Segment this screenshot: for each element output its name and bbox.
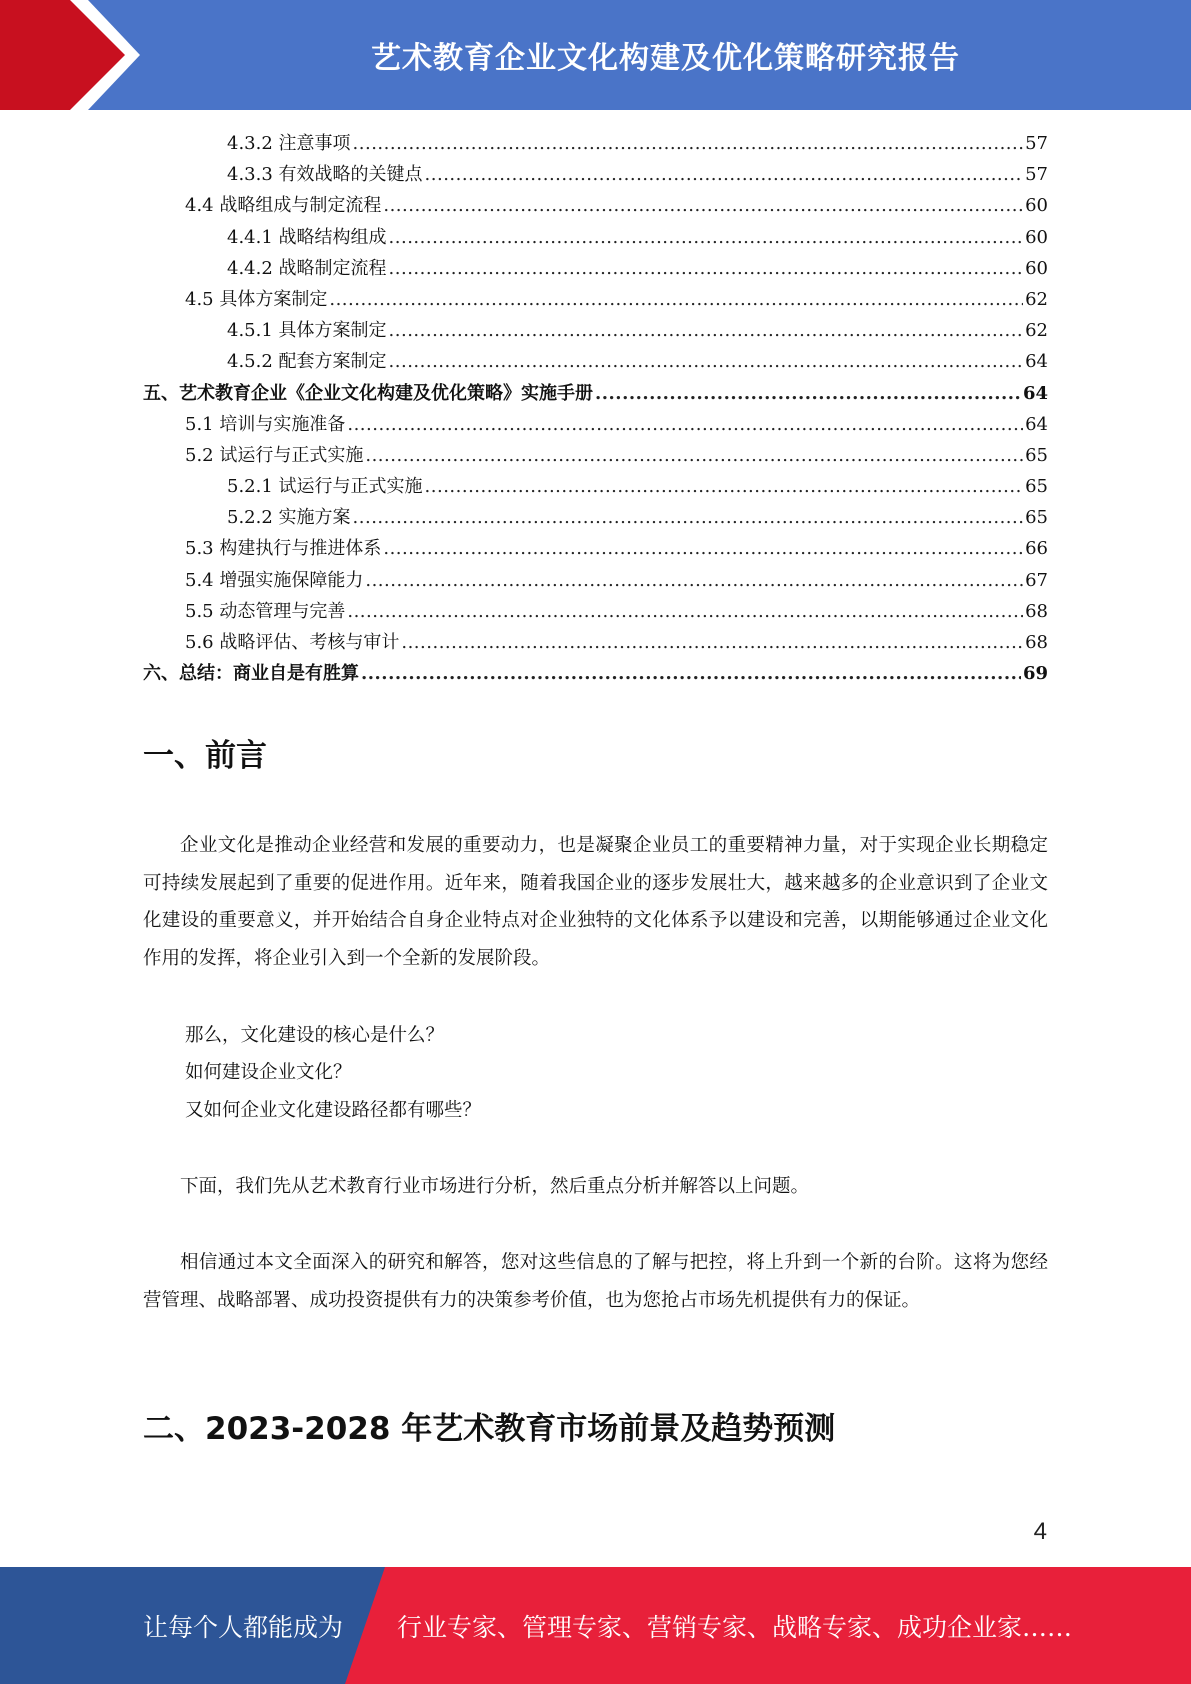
toc-entry-label: 4.3.2 注意事项 xyxy=(227,133,351,154)
preface-paragraph-3: 相信通过本文全面深入的研究和解答，您对这些信息的了解与把控，将上升到一个新的台阶。这将为您经营管理、战略部署、成功投资提供有力的决策参考价值，也为您抢占市场先机提供有力的保证。 xyxy=(143,1252,1048,1311)
toc-entry[interactable] xyxy=(143,190,1048,221)
toc-entry-page: 68 xyxy=(1025,600,1048,622)
toc-entry-label: 4.3.3 有效战略的关键点 xyxy=(227,164,423,186)
toc-entry[interactable] xyxy=(143,471,1048,502)
toc-leader-dots xyxy=(353,128,1024,159)
toc-entry-label: 5.6 战略评估、考核与审计 xyxy=(185,632,400,653)
toc-leader-dots xyxy=(365,440,1023,471)
toc-entry[interactable] xyxy=(143,502,1048,533)
footer-slogan-right: 行业专家、管理专家、营销专家、战略专家、成功企业家…… xyxy=(397,1612,1073,1642)
toc-entry-page: 64 xyxy=(1025,413,1048,435)
toc-entry-page: 69 xyxy=(1022,663,1048,685)
toc-leader-dots xyxy=(383,533,1023,564)
toc-entry-label: 六、总结：商业自是有胜算 xyxy=(143,663,359,685)
toc-entry-label: 4.4.1 战略结构组成 xyxy=(227,226,387,248)
toc-entry-page: 57 xyxy=(1025,164,1048,186)
toc-entry-label: 4.4.2 战略制定流程 xyxy=(227,257,387,279)
toc-entry-label: 5.5 动态管理与完善 xyxy=(185,600,346,622)
toc-leader-dots xyxy=(383,190,1023,221)
toc-entry[interactable] xyxy=(143,533,1048,564)
report-title: 艺术教育企业文化构建及优化策略研究报告 xyxy=(371,41,960,76)
preface-paragraph-1: 企业文化是推动企业经营和发展的重要动力，也是凝聚企业员工的重要精神力量，对于实现企业长期稳定可持续发展起到了重要的促进作用。近年来，随着我国企业的逐步发展壮大，越来越多的企业意识到了企业文化建设的重要意义，并开始结合自身企业特点对企业独特的文化体系予以建设和完善，以期能够通过企业文化作用的发挥，将企业引入到一个全新的发展阶段。 xyxy=(143,835,1048,969)
toc-leader-dots xyxy=(347,596,1023,627)
toc-entry[interactable] xyxy=(143,284,1048,315)
toc-entry-page: 62 xyxy=(1025,288,1048,310)
toc-entry-label: 5.2.1 试运行与正式实施 xyxy=(227,476,423,498)
toc-entry-page: 65 xyxy=(1025,444,1048,466)
toc-entry-label: 4.5.1 具体方案制定 xyxy=(227,320,387,342)
toc-leader-dots xyxy=(389,315,1024,346)
toc-entry[interactable] xyxy=(143,222,1048,253)
table-of-contents xyxy=(143,128,1048,689)
toc-leader-dots xyxy=(401,627,1023,658)
toc-leader-dots xyxy=(361,658,1021,689)
toc-entry[interactable] xyxy=(143,440,1048,471)
toc-entry[interactable] xyxy=(143,315,1048,346)
toc-leader-dots xyxy=(595,378,1021,409)
question-3: 又如何企业文化建设路径都有哪些？ xyxy=(185,1100,482,1121)
toc-leader-dots xyxy=(329,284,1023,315)
toc-entry-page: 62 xyxy=(1025,320,1048,342)
toc-entry[interactable] xyxy=(143,565,1048,596)
toc-entry-page: 60 xyxy=(1025,195,1048,217)
preface-paragraph-2: 下面，我们先从艺术教育行业市场进行分析，然后重点分析并解答以上问题。 xyxy=(180,1176,810,1197)
toc-entry[interactable] xyxy=(143,128,1048,159)
toc-entry-page: 64 xyxy=(1022,382,1048,404)
toc-entry-label: 4.5 具体方案制定 xyxy=(185,288,328,310)
toc-entry-label: 5.2 试运行与正式实施 xyxy=(185,444,364,466)
toc-leader-dots xyxy=(425,471,1024,502)
toc-entry-page: 67 xyxy=(1025,569,1048,591)
toc-entry-page: 60 xyxy=(1025,257,1048,279)
toc-leader-dots xyxy=(389,253,1024,284)
toc-leader-dots xyxy=(353,502,1024,533)
toc-entry[interactable] xyxy=(143,253,1048,284)
section-heading-preface: 一、前言 xyxy=(143,738,267,774)
toc-entry[interactable] xyxy=(143,409,1048,440)
toc-entry-page: 65 xyxy=(1025,507,1048,529)
toc-entry-page: 64 xyxy=(1025,351,1048,373)
toc-entry-label: 5.4 增强实施保障能力 xyxy=(185,569,364,591)
toc-leader-dots xyxy=(389,222,1024,253)
toc-entry[interactable] xyxy=(143,658,1048,689)
toc-leader-dots xyxy=(425,159,1024,190)
page-header xyxy=(0,0,1191,110)
toc-entry-label: 五、艺术教育企业《企业文化构建及优化策略》实施手册 xyxy=(143,382,593,404)
toc-entry-page: 65 xyxy=(1025,476,1048,498)
toc-entry-label: 5.3 构建执行与推进体系 xyxy=(185,538,382,560)
section-heading-market-forecast: 二、2023-2028 年艺术教育市场前景及趋势预测 xyxy=(143,1411,836,1447)
toc-entry-page: 66 xyxy=(1025,538,1048,560)
header-arrow-decoration xyxy=(0,0,160,110)
footer-slogan-left: 让每个人都能成为 xyxy=(143,1612,344,1642)
toc-leader-dots xyxy=(347,409,1023,440)
question-1: 那么，文化建设的核心是什么？ xyxy=(185,1025,445,1046)
toc-entry-label: 4.5.2 配套方案制定 xyxy=(227,351,387,373)
question-2: 如何建设企业文化？ xyxy=(185,1062,352,1083)
toc-entry[interactable] xyxy=(143,627,1048,658)
toc-entry[interactable] xyxy=(143,378,1048,409)
toc-entry[interactable] xyxy=(143,596,1048,627)
toc-entry[interactable] xyxy=(143,159,1048,190)
toc-entry-page: 60 xyxy=(1025,226,1048,248)
page-footer xyxy=(0,1567,1191,1684)
toc-leader-dots xyxy=(389,346,1024,377)
toc-entry-page: 57 xyxy=(1025,133,1048,154)
toc-entry-label: 5.2.2 实施方案 xyxy=(227,507,351,529)
toc-leader-dots xyxy=(365,565,1023,596)
toc-entry-page: 68 xyxy=(1025,632,1048,653)
toc-entry-label: 5.1 培训与实施准备 xyxy=(185,413,346,435)
page-number: 4 xyxy=(1033,1518,1047,1545)
toc-entry-label: 4.4 战略组成与制定流程 xyxy=(185,195,382,217)
toc-entry[interactable] xyxy=(143,346,1048,377)
